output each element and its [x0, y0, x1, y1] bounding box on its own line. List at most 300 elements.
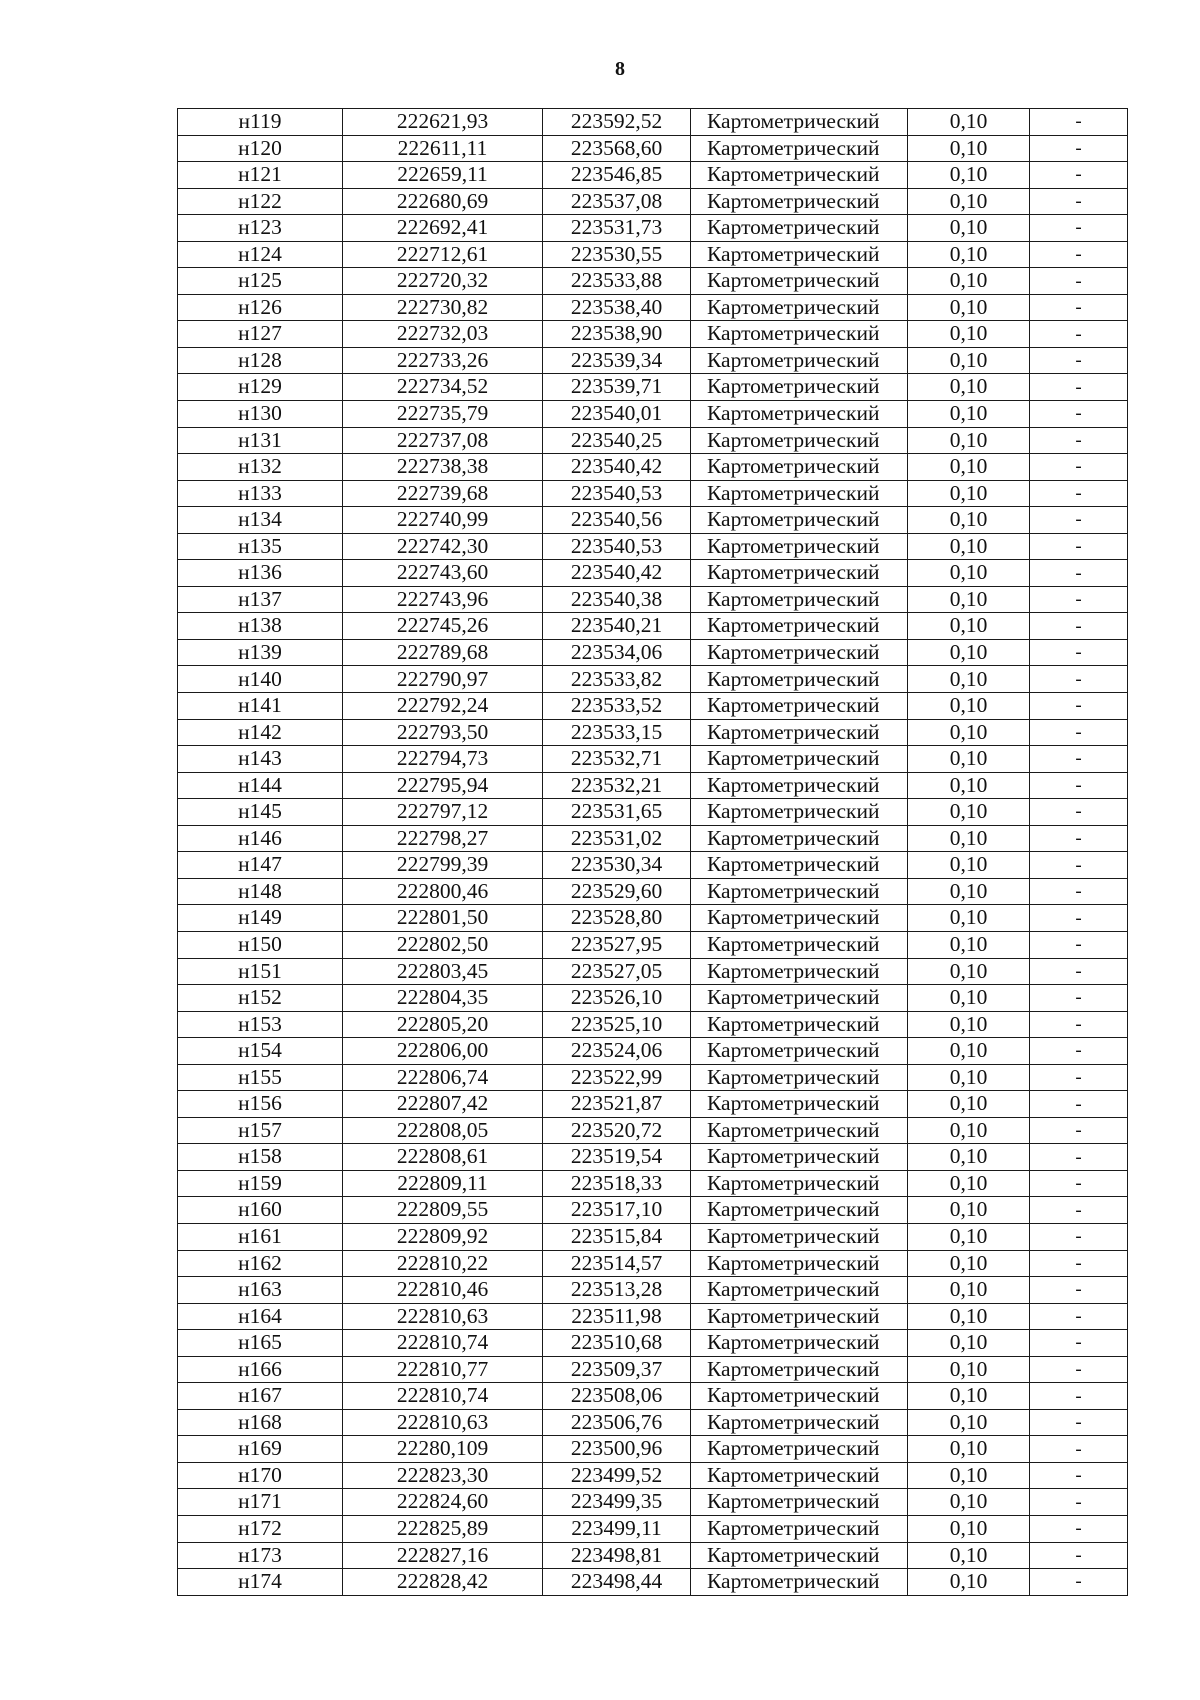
method-cell: Картометрический — [691, 454, 908, 481]
point-name-cell: н130 — [178, 401, 343, 428]
table-row — [178, 1277, 1128, 1304]
note-cell: - — [1030, 347, 1128, 374]
table-row — [178, 427, 1128, 454]
point-name-cell: н126 — [178, 294, 343, 321]
y-coordinate-cell: 223511,98 — [543, 1303, 691, 1330]
note-cell: - — [1030, 1250, 1128, 1277]
note-cell: - — [1030, 613, 1128, 640]
note-cell: - — [1030, 1277, 1128, 1304]
y-coordinate-cell: 223499,35 — [543, 1489, 691, 1516]
point-name-cell: н138 — [178, 613, 343, 640]
point-name-cell: н165 — [178, 1330, 343, 1357]
x-coordinate-cell: 222828,42 — [343, 1569, 543, 1596]
accuracy-cell: 0,10 — [908, 1091, 1030, 1118]
table-row — [178, 719, 1128, 746]
x-coordinate-cell: 222801,50 — [343, 905, 543, 932]
note-cell: - — [1030, 1303, 1128, 1330]
accuracy-cell: 0,10 — [908, 852, 1030, 879]
accuracy-cell: 0,10 — [908, 1569, 1030, 1596]
note-cell: - — [1030, 401, 1128, 428]
y-coordinate-cell: 223525,10 — [543, 1011, 691, 1038]
accuracy-cell: 0,10 — [908, 746, 1030, 773]
table-row — [178, 215, 1128, 242]
accuracy-cell: 0,10 — [908, 1462, 1030, 1489]
note-cell: - — [1030, 1038, 1128, 1065]
x-coordinate-cell: 222794,73 — [343, 746, 543, 773]
accuracy-cell: 0,10 — [908, 613, 1030, 640]
accuracy-cell: 0,10 — [908, 533, 1030, 560]
y-coordinate-cell: 223540,25 — [543, 427, 691, 454]
note-cell: - — [1030, 958, 1128, 985]
x-coordinate-cell: 222732,03 — [343, 321, 543, 348]
x-coordinate-cell: 222739,68 — [343, 480, 543, 507]
y-coordinate-cell: 223540,21 — [543, 613, 691, 640]
note-cell: - — [1030, 533, 1128, 560]
accuracy-cell: 0,10 — [908, 215, 1030, 242]
table-body — [178, 109, 1128, 1596]
y-coordinate-cell: 223499,11 — [543, 1515, 691, 1542]
table-row — [178, 746, 1128, 773]
note-cell: - — [1030, 294, 1128, 321]
point-name-cell: н132 — [178, 454, 343, 481]
x-coordinate-cell: 222810,74 — [343, 1383, 543, 1410]
x-coordinate-cell: 222743,96 — [343, 586, 543, 613]
table-row — [178, 905, 1128, 932]
x-coordinate-cell: 222743,60 — [343, 560, 543, 587]
note-cell: - — [1030, 1462, 1128, 1489]
accuracy-cell: 0,10 — [908, 1250, 1030, 1277]
x-coordinate-cell: 222712,61 — [343, 241, 543, 268]
point-name-cell: н141 — [178, 693, 343, 720]
point-name-cell: н129 — [178, 374, 343, 401]
y-coordinate-cell: 223520,72 — [543, 1117, 691, 1144]
y-coordinate-cell: 223568,60 — [543, 135, 691, 162]
point-name-cell: н122 — [178, 188, 343, 215]
accuracy-cell: 0,10 — [908, 586, 1030, 613]
x-coordinate-cell: 222809,55 — [343, 1197, 543, 1224]
point-name-cell: н158 — [178, 1144, 343, 1171]
x-coordinate-cell: 222810,46 — [343, 1277, 543, 1304]
method-cell: Картометрический — [691, 1277, 908, 1304]
x-coordinate-cell: 222810,22 — [343, 1250, 543, 1277]
accuracy-cell: 0,10 — [908, 772, 1030, 799]
method-cell: Картометрический — [691, 294, 908, 321]
y-coordinate-cell: 223528,80 — [543, 905, 691, 932]
y-coordinate-cell: 223533,52 — [543, 693, 691, 720]
accuracy-cell: 0,10 — [908, 958, 1030, 985]
table-row — [178, 852, 1128, 879]
note-cell: - — [1030, 825, 1128, 852]
point-name-cell: н135 — [178, 533, 343, 560]
method-cell: Картометрический — [691, 931, 908, 958]
method-cell: Картометрический — [691, 985, 908, 1012]
point-name-cell: н174 — [178, 1569, 343, 1596]
note-cell: - — [1030, 1436, 1128, 1463]
x-coordinate-cell: 222611,11 — [343, 135, 543, 162]
method-cell: Картометрический — [691, 1197, 908, 1224]
note-cell: - — [1030, 1383, 1128, 1410]
y-coordinate-cell: 223517,10 — [543, 1197, 691, 1224]
x-coordinate-cell: 222798,27 — [343, 825, 543, 852]
point-name-cell: н125 — [178, 268, 343, 295]
accuracy-cell: 0,10 — [908, 454, 1030, 481]
method-cell: Картометрический — [691, 639, 908, 666]
point-name-cell: н159 — [178, 1170, 343, 1197]
point-name-cell: н170 — [178, 1462, 343, 1489]
method-cell: Картометрический — [691, 1489, 908, 1516]
accuracy-cell: 0,10 — [908, 241, 1030, 268]
note-cell: - — [1030, 1330, 1128, 1357]
method-cell: Картометрический — [691, 1117, 908, 1144]
note-cell: - — [1030, 878, 1128, 905]
table-row — [178, 1330, 1128, 1357]
x-coordinate-cell: 222824,60 — [343, 1489, 543, 1516]
note-cell: - — [1030, 1117, 1128, 1144]
note-cell: - — [1030, 321, 1128, 348]
table-row — [178, 374, 1128, 401]
accuracy-cell: 0,10 — [908, 878, 1030, 905]
y-coordinate-cell: 223540,56 — [543, 507, 691, 534]
table-row — [178, 533, 1128, 560]
x-coordinate-cell: 222790,97 — [343, 666, 543, 693]
method-cell: Картометрический — [691, 401, 908, 428]
y-coordinate-cell: 223537,08 — [543, 188, 691, 215]
point-name-cell: н144 — [178, 772, 343, 799]
x-coordinate-cell: 222805,20 — [343, 1011, 543, 1038]
table-row — [178, 1409, 1128, 1436]
point-name-cell: н167 — [178, 1383, 343, 1410]
note-cell: - — [1030, 852, 1128, 879]
point-name-cell: н127 — [178, 321, 343, 348]
note-cell: - — [1030, 1064, 1128, 1091]
method-cell: Картометрический — [691, 347, 908, 374]
x-coordinate-cell: 222806,74 — [343, 1064, 543, 1091]
y-coordinate-cell: 223518,33 — [543, 1170, 691, 1197]
table-row — [178, 693, 1128, 720]
method-cell: Картометрический — [691, 1223, 908, 1250]
table-row — [178, 321, 1128, 348]
note-cell: - — [1030, 268, 1128, 295]
accuracy-cell: 0,10 — [908, 268, 1030, 295]
note-cell: - — [1030, 1197, 1128, 1224]
point-name-cell: н146 — [178, 825, 343, 852]
y-coordinate-cell: 223513,28 — [543, 1277, 691, 1304]
x-coordinate-cell: 222809,92 — [343, 1223, 543, 1250]
x-coordinate-cell: 222720,32 — [343, 268, 543, 295]
point-name-cell: н152 — [178, 985, 343, 1012]
accuracy-cell: 0,10 — [908, 719, 1030, 746]
method-cell: Картометрический — [691, 1330, 908, 1357]
y-coordinate-cell: 223514,57 — [543, 1250, 691, 1277]
method-cell: Картометрический — [691, 1383, 908, 1410]
y-coordinate-cell: 223531,73 — [543, 215, 691, 242]
accuracy-cell: 0,10 — [908, 294, 1030, 321]
method-cell: Картометрический — [691, 1303, 908, 1330]
point-name-cell: н163 — [178, 1277, 343, 1304]
x-coordinate-cell: 222692,41 — [343, 215, 543, 242]
accuracy-cell: 0,10 — [908, 162, 1030, 189]
point-name-cell: н149 — [178, 905, 343, 932]
method-cell: Картометрический — [691, 1064, 908, 1091]
accuracy-cell: 0,10 — [908, 188, 1030, 215]
accuracy-cell: 0,10 — [908, 799, 1030, 826]
accuracy-cell: 0,10 — [908, 109, 1030, 136]
table-row — [178, 1038, 1128, 1065]
point-name-cell: н171 — [178, 1489, 343, 1516]
note-cell: - — [1030, 241, 1128, 268]
table-row — [178, 639, 1128, 666]
x-coordinate-cell: 222680,69 — [343, 188, 543, 215]
method-cell: Картометрический — [691, 1091, 908, 1118]
method-cell: Картометрический — [691, 746, 908, 773]
point-name-cell: н124 — [178, 241, 343, 268]
accuracy-cell: 0,10 — [908, 1197, 1030, 1224]
note-cell: - — [1030, 1409, 1128, 1436]
y-coordinate-cell: 223530,55 — [543, 241, 691, 268]
y-coordinate-cell: 223530,34 — [543, 852, 691, 879]
y-coordinate-cell: 223546,85 — [543, 162, 691, 189]
method-cell: Картометрический — [691, 1436, 908, 1463]
accuracy-cell: 0,10 — [908, 135, 1030, 162]
note-cell: - — [1030, 135, 1128, 162]
x-coordinate-cell: 222797,12 — [343, 799, 543, 826]
accuracy-cell: 0,10 — [908, 693, 1030, 720]
table-row — [178, 1144, 1128, 1171]
x-coordinate-cell: 222827,16 — [343, 1542, 543, 1569]
x-coordinate-cell: 222730,82 — [343, 294, 543, 321]
note-cell: - — [1030, 1542, 1128, 1569]
accuracy-cell: 0,10 — [908, 1223, 1030, 1250]
x-coordinate-cell: 222825,89 — [343, 1515, 543, 1542]
table-row — [178, 1223, 1128, 1250]
table-row — [178, 613, 1128, 640]
x-coordinate-cell: 222621,93 — [343, 109, 543, 136]
point-name-cell: н150 — [178, 931, 343, 958]
note-cell: - — [1030, 1515, 1128, 1542]
accuracy-cell: 0,10 — [908, 480, 1030, 507]
table-row — [178, 109, 1128, 136]
point-name-cell: н145 — [178, 799, 343, 826]
point-name-cell: н169 — [178, 1436, 343, 1463]
note-cell: - — [1030, 586, 1128, 613]
point-name-cell: н134 — [178, 507, 343, 534]
table-row — [178, 1197, 1128, 1224]
x-coordinate-cell: 222738,38 — [343, 454, 543, 481]
x-coordinate-cell: 222792,24 — [343, 693, 543, 720]
y-coordinate-cell: 223540,42 — [543, 454, 691, 481]
x-coordinate-cell: 22280,109 — [343, 1436, 543, 1463]
x-coordinate-cell: 222810,77 — [343, 1356, 543, 1383]
x-coordinate-cell: 222733,26 — [343, 347, 543, 374]
y-coordinate-cell: 223532,21 — [543, 772, 691, 799]
accuracy-cell: 0,10 — [908, 1356, 1030, 1383]
method-cell: Картометрический — [691, 427, 908, 454]
point-name-cell: н131 — [178, 427, 343, 454]
y-coordinate-cell: 223529,60 — [543, 878, 691, 905]
point-name-cell: н142 — [178, 719, 343, 746]
table-row — [178, 1064, 1128, 1091]
accuracy-cell: 0,10 — [908, 825, 1030, 852]
table-row — [178, 958, 1128, 985]
point-name-cell: н119 — [178, 109, 343, 136]
note-cell: - — [1030, 1170, 1128, 1197]
x-coordinate-cell: 222795,94 — [343, 772, 543, 799]
point-name-cell: н156 — [178, 1091, 343, 1118]
point-name-cell: н164 — [178, 1303, 343, 1330]
note-cell: - — [1030, 560, 1128, 587]
point-name-cell: н172 — [178, 1515, 343, 1542]
note-cell: - — [1030, 639, 1128, 666]
accuracy-cell: 0,10 — [908, 1038, 1030, 1065]
point-name-cell: н157 — [178, 1117, 343, 1144]
accuracy-cell: 0,10 — [908, 1330, 1030, 1357]
method-cell: Картометрический — [691, 799, 908, 826]
point-name-cell: н139 — [178, 639, 343, 666]
point-name-cell: н128 — [178, 347, 343, 374]
accuracy-cell: 0,10 — [908, 1409, 1030, 1436]
note-cell: - — [1030, 215, 1128, 242]
accuracy-cell: 0,10 — [908, 401, 1030, 428]
point-name-cell: н151 — [178, 958, 343, 985]
accuracy-cell: 0,10 — [908, 1011, 1030, 1038]
table-row — [178, 1569, 1128, 1596]
table-row — [178, 1170, 1128, 1197]
y-coordinate-cell: 223524,06 — [543, 1038, 691, 1065]
table-row — [178, 985, 1128, 1012]
method-cell: Картометрический — [691, 693, 908, 720]
y-coordinate-cell: 223592,52 — [543, 109, 691, 136]
method-cell: Картометрический — [691, 1409, 908, 1436]
table-row — [178, 347, 1128, 374]
x-coordinate-cell: 222823,30 — [343, 1462, 543, 1489]
note-cell: - — [1030, 772, 1128, 799]
x-coordinate-cell: 222734,52 — [343, 374, 543, 401]
point-name-cell: н153 — [178, 1011, 343, 1038]
x-coordinate-cell: 222659,11 — [343, 162, 543, 189]
table-row — [178, 560, 1128, 587]
y-coordinate-cell: 223531,65 — [543, 799, 691, 826]
note-cell: - — [1030, 1356, 1128, 1383]
table-row — [178, 1515, 1128, 1542]
x-coordinate-cell: 222742,30 — [343, 533, 543, 560]
method-cell: Картометрический — [691, 241, 908, 268]
method-cell: Картометрический — [691, 719, 908, 746]
note-cell: - — [1030, 507, 1128, 534]
table-row — [178, 1462, 1128, 1489]
accuracy-cell: 0,10 — [908, 1064, 1030, 1091]
note-cell: - — [1030, 931, 1128, 958]
x-coordinate-cell: 222810,63 — [343, 1409, 543, 1436]
accuracy-cell: 0,10 — [908, 507, 1030, 534]
method-cell: Картометрический — [691, 825, 908, 852]
note-cell: - — [1030, 1489, 1128, 1516]
y-coordinate-cell: 223538,40 — [543, 294, 691, 321]
note-cell: - — [1030, 480, 1128, 507]
table-row — [178, 401, 1128, 428]
table-row — [178, 1250, 1128, 1277]
note-cell: - — [1030, 693, 1128, 720]
table-row — [178, 1383, 1128, 1410]
method-cell: Картометрический — [691, 1569, 908, 1596]
accuracy-cell: 0,10 — [908, 1303, 1030, 1330]
y-coordinate-cell: 223533,82 — [543, 666, 691, 693]
method-cell: Картометрический — [691, 109, 908, 136]
x-coordinate-cell: 222803,45 — [343, 958, 543, 985]
point-name-cell: н166 — [178, 1356, 343, 1383]
y-coordinate-cell: 223540,01 — [543, 401, 691, 428]
point-name-cell: н147 — [178, 852, 343, 879]
accuracy-cell: 0,10 — [908, 560, 1030, 587]
method-cell: Картометрический — [691, 1356, 908, 1383]
x-coordinate-cell: 222793,50 — [343, 719, 543, 746]
y-coordinate-cell: 223521,87 — [543, 1091, 691, 1118]
x-coordinate-cell: 222789,68 — [343, 639, 543, 666]
table-row — [178, 1436, 1128, 1463]
coordinates-table — [177, 108, 1128, 1596]
accuracy-cell: 0,10 — [908, 931, 1030, 958]
accuracy-cell: 0,10 — [908, 1144, 1030, 1171]
x-coordinate-cell: 222735,79 — [343, 401, 543, 428]
table-row — [178, 1303, 1128, 1330]
accuracy-cell: 0,10 — [908, 1383, 1030, 1410]
point-name-cell: н168 — [178, 1409, 343, 1436]
method-cell: Картометрический — [691, 560, 908, 587]
y-coordinate-cell: 223506,76 — [543, 1409, 691, 1436]
method-cell: Картометрический — [691, 878, 908, 905]
table-row — [178, 294, 1128, 321]
y-coordinate-cell: 223498,44 — [543, 1569, 691, 1596]
y-coordinate-cell: 223527,05 — [543, 958, 691, 985]
method-cell: Картометрический — [691, 666, 908, 693]
accuracy-cell: 0,10 — [908, 666, 1030, 693]
accuracy-cell: 0,10 — [908, 374, 1030, 401]
table-row — [178, 1117, 1128, 1144]
y-coordinate-cell: 223540,53 — [543, 480, 691, 507]
x-coordinate-cell: 222808,61 — [343, 1144, 543, 1171]
y-coordinate-cell: 223527,95 — [543, 931, 691, 958]
accuracy-cell: 0,10 — [908, 427, 1030, 454]
x-coordinate-cell: 222799,39 — [343, 852, 543, 879]
point-name-cell: н148 — [178, 878, 343, 905]
y-coordinate-cell: 223510,68 — [543, 1330, 691, 1357]
accuracy-cell: 0,10 — [908, 639, 1030, 666]
table-row — [178, 241, 1128, 268]
table-row — [178, 1356, 1128, 1383]
x-coordinate-cell: 222808,05 — [343, 1117, 543, 1144]
note-cell: - — [1030, 427, 1128, 454]
method-cell: Картометрический — [691, 135, 908, 162]
table-row — [178, 454, 1128, 481]
method-cell: Картометрический — [691, 1170, 908, 1197]
x-coordinate-cell: 222802,50 — [343, 931, 543, 958]
point-name-cell: н137 — [178, 586, 343, 613]
point-name-cell: н120 — [178, 135, 343, 162]
method-cell: Картометрический — [691, 162, 908, 189]
table-row — [178, 480, 1128, 507]
table-row — [178, 1011, 1128, 1038]
y-coordinate-cell: 223540,53 — [543, 533, 691, 560]
method-cell: Картометрический — [691, 1462, 908, 1489]
point-name-cell: н161 — [178, 1223, 343, 1250]
point-name-cell: н136 — [178, 560, 343, 587]
table-row — [178, 772, 1128, 799]
accuracy-cell: 0,10 — [908, 1277, 1030, 1304]
point-name-cell: н173 — [178, 1542, 343, 1569]
x-coordinate-cell: 222809,11 — [343, 1170, 543, 1197]
table-row — [178, 931, 1128, 958]
y-coordinate-cell: 223531,02 — [543, 825, 691, 852]
note-cell: - — [1030, 1091, 1128, 1118]
